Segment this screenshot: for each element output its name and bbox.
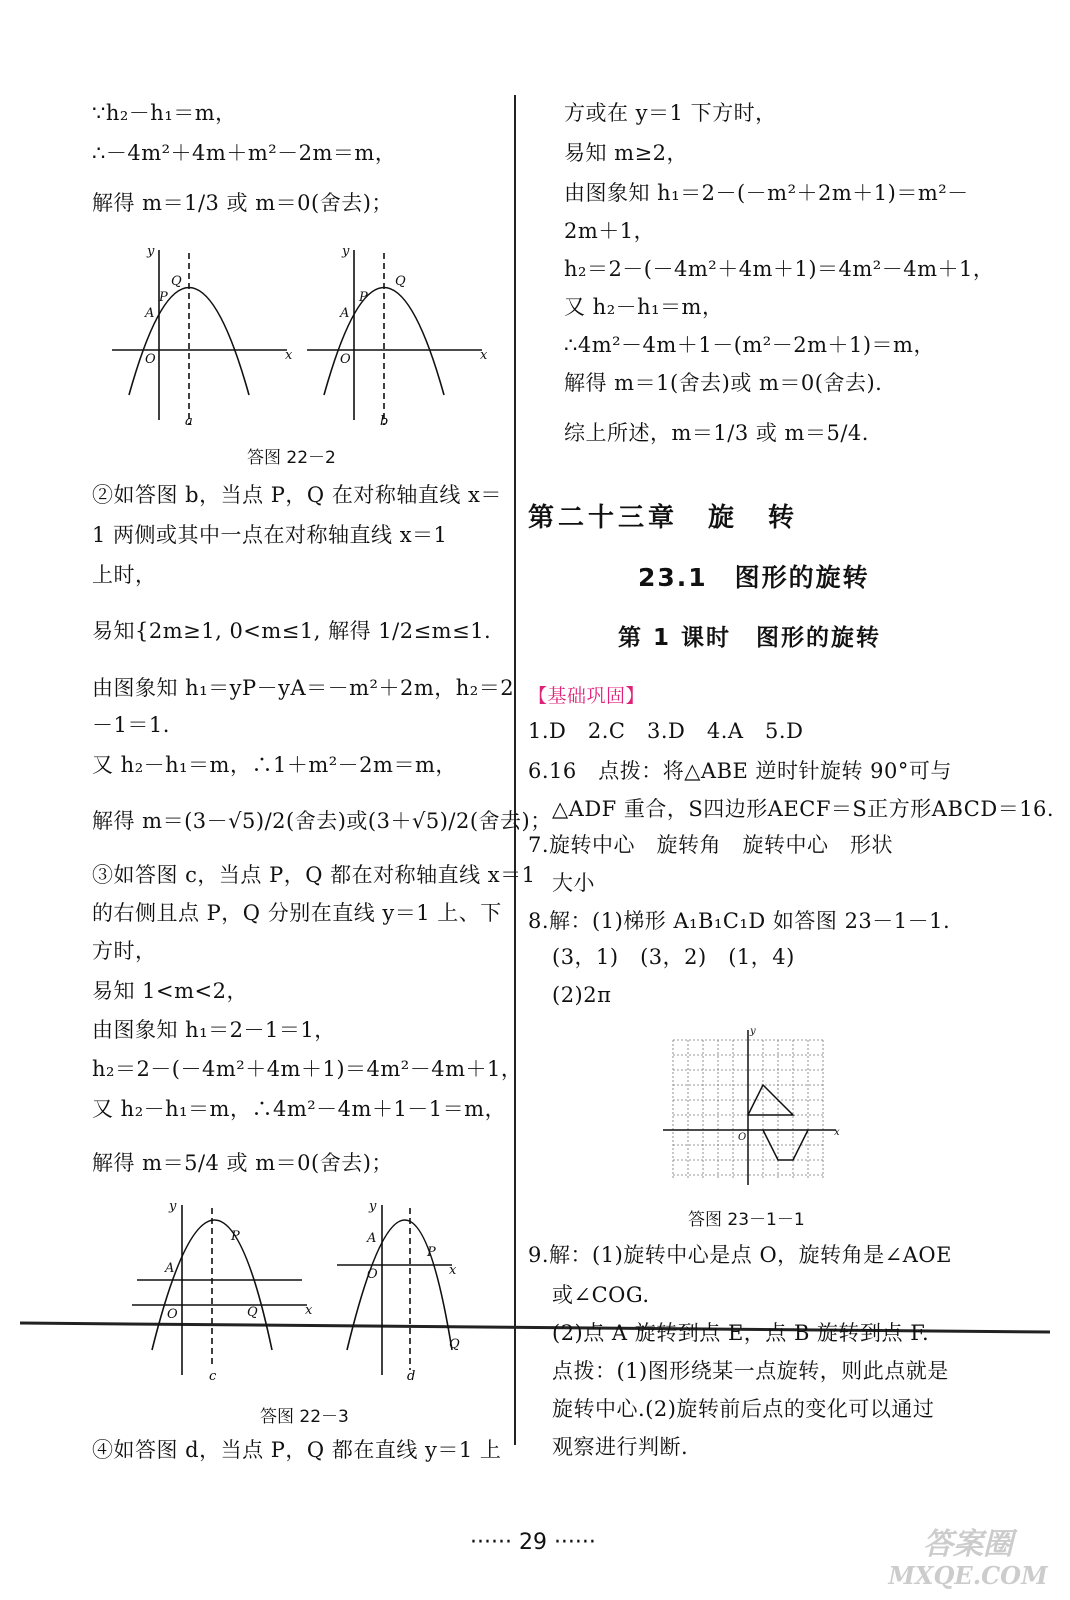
lesson-title: 第 1 课时 图形的旋转 [618, 625, 882, 651]
figure-23-1-1-grid [658, 1025, 868, 1195]
text-line: h₂＝2－(－4m²＋4m＋1)＝4m²－4m＋1， [92, 1057, 523, 1081]
point-q-label: Q [247, 1305, 258, 1320]
y-axis-label: y [750, 1026, 756, 1037]
subfigure-a-label: a [185, 414, 193, 429]
text-line: 由图象知 h₁＝yP－yA＝－m²＋2m，h₂＝2 [92, 676, 515, 700]
answer-line: 或∠COG. [552, 1283, 650, 1307]
text-line: 又 h₂－h₁＝m， [564, 295, 724, 319]
text-line: 上时， [92, 563, 157, 587]
x-axis-label: x [449, 1263, 457, 1278]
point-q-label: Q [171, 274, 182, 289]
svg-text:答案圈: 答案圈 [923, 1527, 1013, 1562]
text-line: ∴4m²－4m＋1－(m²－2m＋1)＝m， [564, 333, 935, 357]
text-line: 方时， [92, 939, 157, 963]
basic-practice-tag: 【基础巩固】 [528, 685, 646, 707]
text-line: ④如答图 d，当点 P，Q 都在直线 y＝1 上 [92, 1438, 502, 1462]
text-line: 解得 m＝1/3 或 m＝0(舍去)； [92, 191, 393, 215]
text-line: －1＝1. [92, 713, 170, 737]
origin-label: O [167, 1307, 178, 1322]
answer-line: 旋转中心.(2)旋转前后点的变化可以通过 [552, 1397, 935, 1421]
text-line: 由图象知 h₁＝2－1＝1， [92, 1018, 336, 1042]
x-axis-label: x [285, 348, 293, 363]
figure-22-2 [107, 245, 507, 430]
text-line: 解得 m＝5/4 或 m＝0(舍去)； [92, 1151, 393, 1175]
origin-label: O [367, 1267, 378, 1282]
text-line: ②如答图 b，当点 P，Q 在对称轴直线 x＝ [92, 483, 502, 507]
text-line: 由图象知 h₁＝2－(－m²＋2m＋1)＝m²－ [564, 181, 969, 205]
chapter-title: 第二十三章 旋 转 [528, 503, 799, 533]
point-p-label: P [427, 1245, 436, 1260]
text-line: 易知 m≥2， [564, 141, 689, 165]
answer-line: 9.解：(1)旋转中心是点 O，旋转角是∠AOE [528, 1243, 952, 1267]
figure-caption: 答图 23－1－1 [688, 1210, 805, 1230]
y-axis-label: y [169, 1199, 177, 1214]
point-q-label: Q [395, 274, 406, 289]
x-axis-label: x [480, 348, 488, 363]
text-line: 又 h₂－h₁＝m，∴1＋m²－2m＝m， [92, 753, 457, 777]
answer-line: 8.解：(1)梯形 A₁B₁C₁D 如答图 23－1－1. [528, 909, 951, 933]
answer-line: (2)2π [552, 983, 612, 1007]
subfigure-c-label: c [209, 1369, 217, 1384]
answer-line: 点拨：(1)图形绕某一点旋转，则此点就是 [552, 1359, 949, 1383]
subfigure-d-label: d [407, 1369, 416, 1384]
answer-line: △ADF 重合，S四边形AECF＝S正方形ABCD＝16. [552, 797, 1055, 821]
text-line: ∵h₂－h₁＝m， [92, 101, 237, 125]
origin-label: O [145, 352, 156, 367]
point-p-label: P [359, 290, 368, 305]
answer-line: 1.D 2.C 3.D 4.A 5.D [528, 719, 804, 743]
text-line: 易知{2m≥1, 0<m≤1, 解得 1/2≤m≤1. [92, 619, 492, 643]
text-line: 又 h₂－h₁＝m，∴4m²－4m＋1－1＝m， [92, 1097, 507, 1121]
text-line: h₂＝2－(－4m²＋4m＋1)＝4m²－4m＋1， [564, 257, 995, 281]
text-line: 解得 m＝1(舍去)或 m＝0(舍去). [564, 371, 883, 395]
text-line: 解得 m＝(3－√5)/2(舍去)或(3＋√5)/2(舍去)； [92, 809, 552, 833]
answer-line: (2)点 A 旋转到点 E，点 B 旋转到点 F. [552, 1321, 930, 1345]
figure-caption: 答图 22－3 [260, 1407, 349, 1427]
answer-line: (3，1) (3，2) (1，4) [552, 945, 795, 969]
origin-label: O [340, 352, 351, 367]
text-line: ③如答图 c，当点 P，Q 都在对称轴直线 x＝1 [92, 863, 536, 887]
answer-line: 7.旋转中心 旋转角 旋转中心 形状 [528, 833, 894, 857]
subfigure-b-label: b [380, 414, 389, 429]
origin-label: O [738, 1132, 747, 1143]
y-axis-label: y [147, 244, 155, 259]
figure-22-3 [127, 1200, 527, 1390]
page-number: ······ 29 ······ [470, 1530, 596, 1555]
point-a-label: A [367, 1231, 377, 1246]
watermark-logo [878, 1522, 1058, 1592]
point-p-label: P [231, 1229, 240, 1244]
text-line: 2m＋1， [564, 219, 656, 243]
point-a-label: A [145, 306, 155, 321]
x-axis-label: x [305, 1303, 313, 1318]
text-line: 1 两侧或其中一点在对称轴直线 x＝1 [92, 523, 448, 547]
svg-text:MXQE.COM: MXQE.COM [888, 1561, 1048, 1590]
point-q-label: Q [449, 1337, 460, 1352]
text-line: 方或在 y＝1 下方时， [564, 101, 777, 125]
text-line: 综上所述，m＝1/3 或 m＝5/4. [564, 421, 869, 445]
text-line: ∴－4m²＋4m＋m²－2m＝m， [92, 141, 397, 165]
y-axis-label: y [342, 244, 350, 259]
point-a-label: A [340, 306, 350, 321]
x-axis-label: x [834, 1127, 840, 1138]
y-axis-label: y [369, 1199, 377, 1214]
section-title: 23.1 图形的旋转 [638, 563, 870, 592]
answer-line: 大小 [552, 871, 595, 895]
figure-caption: 答图 22－2 [247, 448, 336, 468]
text-line: 易知 1<m<2， [92, 979, 249, 1003]
point-p-label: P [159, 290, 168, 305]
answer-line: 观察进行判断. [552, 1435, 689, 1459]
point-a-label: A [165, 1261, 175, 1276]
text-line: 的右侧且点 P，Q 分别在直线 y＝1 上、下 [92, 901, 502, 925]
answer-line: 6.16 点拨：将△ABE 逆时针旋转 90°可与 [528, 759, 952, 783]
